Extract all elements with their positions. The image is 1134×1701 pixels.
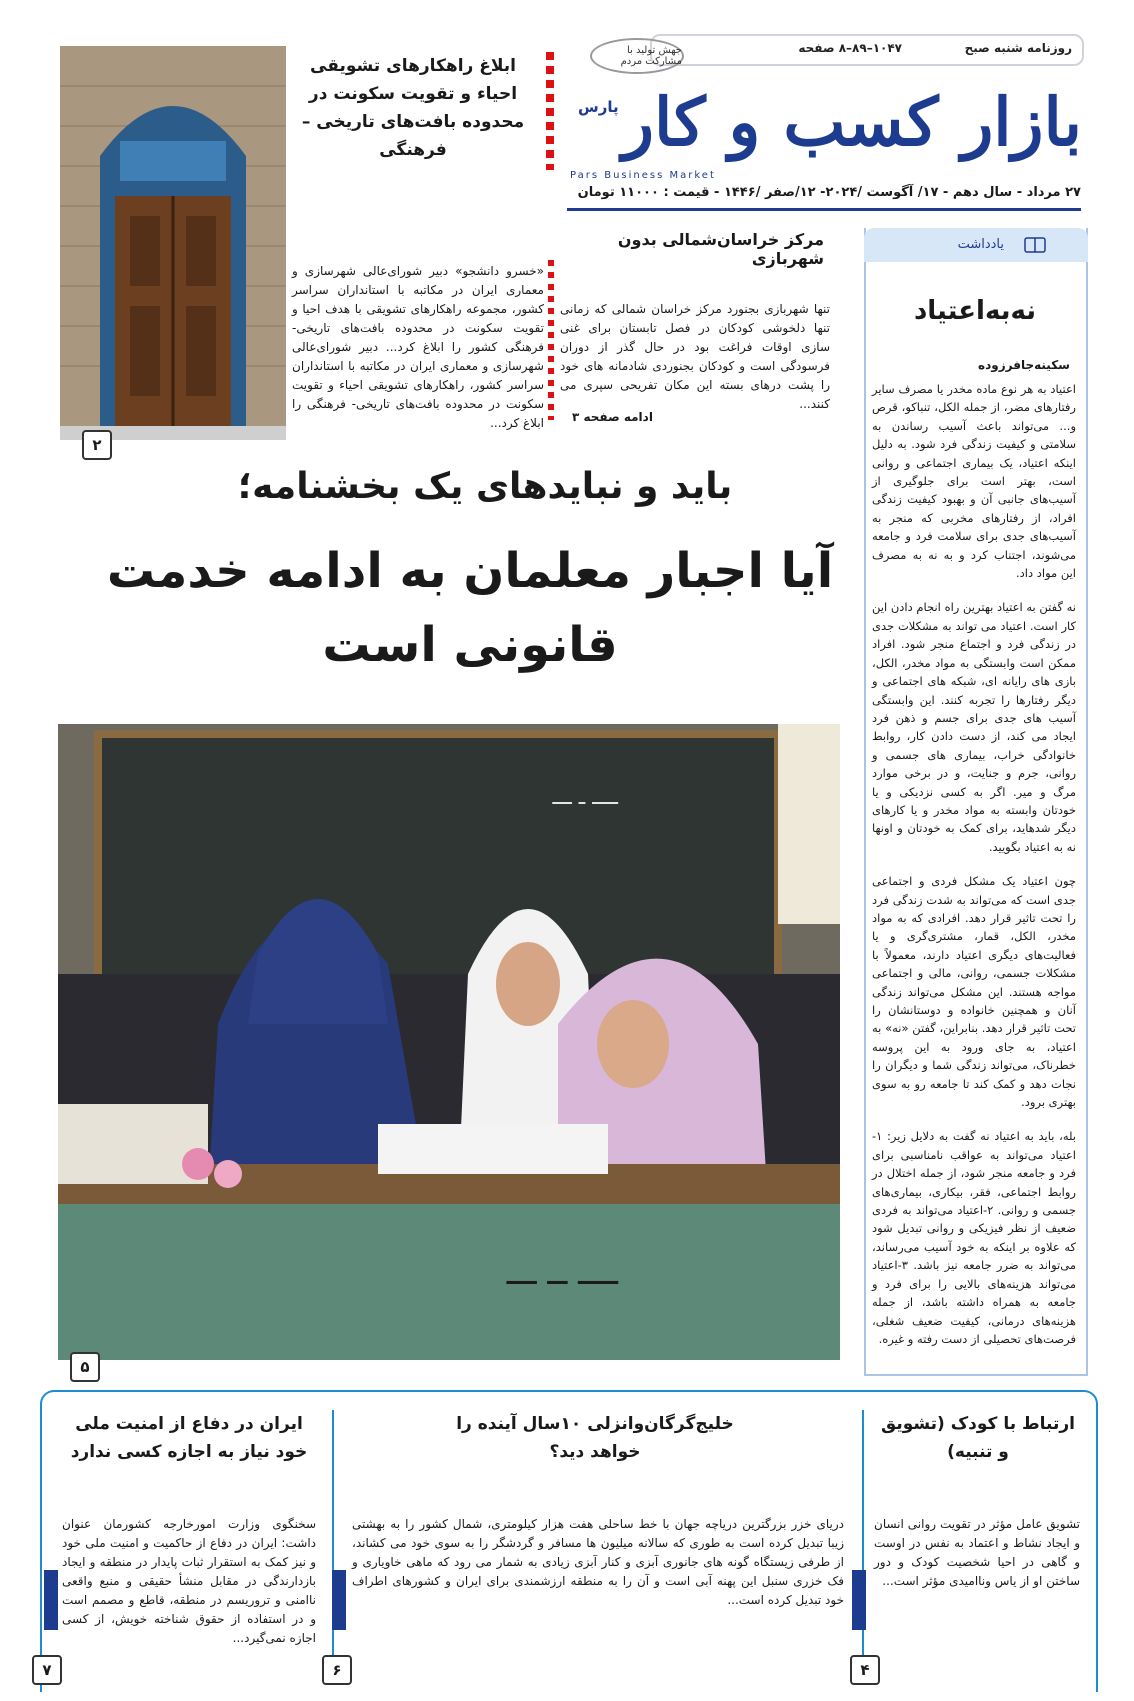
- bottom-vertical-badge: [332, 1570, 346, 1630]
- editorial-paragraph: چون اعتیاد یک مشکل فردی و اجتماعی جدی است که می‌تواند به شدت زندگی فرد را تحت تاثیر قرار دهد. افرادی که به مواد مخدر، الکل، قمار، مشتری‌گری و یا فعالیت‌های دیگری اعتیاد دارند، معمولاً با مشکلات جسمی، روانی، مالی و اجتماعی مواجه هستند. این مشکل می‌تواند زندگی آنان و همچنین خانواده و دوستانشان را تحت تاثیر قرار دهد. بنابراین، گفتن «نه» به اعتیاد، به جای ورود به این پروسه خطرناک، می‌تواند زندگی شما و دیگران را نجات دهد و کمک کند تا جامعه رو به سوی بهتری برود.: [872, 874, 1076, 1110]
- door-illustration: [60, 46, 286, 440]
- bottom-vertical-badge: [44, 1570, 58, 1630]
- bottom-story-3-body: سخنگوی وزارت امورخارجه کشورمان عنوان داشت: ایران در دفاع از حاکمیت و امنیت ملی خود و نیز کمک به استقرار ثبات پایدار در منطقه و ایجاد بازدارندگی در مقابل منشأ حقیقی و منبع واقعی ناامنی و تروریسم در منطقه، قاطع و مصمم است و در استفاده از حقوق شناخته خویش، از کسی اجازه نمی‌گیرد...: [62, 1517, 316, 1645]
- bottom-vertical-badge: [852, 1570, 866, 1630]
- masthead-info-box: [650, 34, 1084, 66]
- classroom-photo: [58, 724, 840, 1360]
- masthead-logo-en: Pars Business Market: [570, 170, 716, 181]
- editorial-author: سکینه‌جافرزوده: [978, 358, 1070, 372]
- top-left-headline[interactable]: ابلاغ راهکارهای تشویقی احیاء و تقویت سکونت در محدوده بافت‌های تاریخی – فرهنگی: [301, 56, 525, 160]
- masthead-date-line: ۲۷ مرداد - سال دهم - ۱۷/ آگوست /۲۰۲۴- ۱۲/صفر /۱۴۴۶ - قیمت : ۱۱۰۰۰ تومان: [577, 185, 1081, 200]
- top-middle-headline[interactable]: مرکز خراسان‌شمالی بدون شهربازی: [617, 230, 824, 268]
- top-left-stripe: [548, 260, 554, 420]
- editorial-paragraph: بله، باید به اعتیاد نه گفت به دلایل زیر: ۱-اعتیاد می‌تواند به عواقب نامناسبی برای فرد و جامعه منجر شود، از جمله اختلال در روابط اجتماعی، فقر، بیکاری، بیماری‌های جسمی و روانی. ۲-اعتیاد می‌تواند به فردی ضعیف از نظر فیزیکی و روانی تبدیل شود که علاوه بر اینکه به خود آسیب می‌رساند، می‌تواند به ضرر جامعه نیز باشد. ۳-اعتیاد می‌تواند هزینه‌های بالایی را برای فرد و جامعه به همراه داشته باشد، از جمله هزینه‌های درمانی، کیفیت ضعیف شغلی، فرصت‌های تحصیلی از دست رفته و غیره.: [872, 1129, 1076, 1346]
- bottom-divider: [862, 1410, 864, 1680]
- bottom-story-1-page-number: ۴: [850, 1655, 880, 1685]
- editorial-section-header: [864, 228, 1088, 262]
- bottom-story-2-headline[interactable]: خلیج‌گرگان‌وانزلی ۱۰سال آینده را خواهد دید؟: [456, 1414, 734, 1462]
- editorial-body: [872, 380, 1076, 1364]
- masthead-issue: ۱۰۴۷–۸۹–۸ صفحه: [798, 41, 902, 55]
- bottom-story-1-headline[interactable]: ارتباط با کودک (تشویق و تنبیه): [881, 1414, 1075, 1462]
- masthead-date-bar: [567, 180, 1081, 211]
- main-headline[interactable]: آیا اجبار معلمان به ادامه خدمت قانونی است: [106, 543, 834, 673]
- editorial-paragraph: نه گفتن به اعتیاد بهترین راه انجام دادن این کار است. اعتیاد می تواند به مشکلات جدی در زندگی فرد و اجتماع منجر شود. افراد ممکن است وابستگی به مواد مخدر، الکل، بازی های رایانه ای، شبکه های اجتماعی و دیگر رفتارها را تجربه کنند. این وابستگی آسیب های جدی برای جسم و ذهن فرد ایجاد می کند، از دست دادن کار، روابط خانوادگی خراب، بیماری های جسمی و روانی، جرم و جنایت، و در برخی موارد مرگ و میر. اگر به کسی نزدیکی و یا خودتان وابسته به مواد مخدر و یا کارهای دیگر شدهاید، برای کمک به خودتان و اونها نه به اعتیاد بگویید.: [872, 600, 1076, 854]
- top-left-body: «خسرو دانشجو» دبیر شورای‌عالی شهرسازی و معماری ایران در مکاتبه با استانداران سراسر کشور، مجموعه راهکارهای تشویقی با هدف احیا و تقویت سکونت در محدوده بافت‌های تاریخی-فرهنگی کشور را ابلاغ کرد... دبیر شورای‌عالی شهرسازی و معماری ایران در مکاتبه با استانداران سراسر کشور، راهکارهای تشویقی احیاء و تقویت سکونت در محدوده بافت‌های تاریخی- فرهنگی را ابلاغ کرد...: [292, 264, 544, 430]
- editorial-paragraph: اعتیاد به هر نوع ماده مخدر یا مصرف سایر رفتارهای مضر، از جمله الکل، تنباکو، قرص و... می‌تواند باعث آسیب رساندن به سلامتی و کیفیت زندگی فرد شود. به دلیل اینکه اعتیاد، یک بیماری اجتماعی و روانی است، بهتر است برای جلوگیری از آسیب‌های جانبی آن و بهبود کیفیت زندگی افراد، از رفتارهای مخربی که منجر به آسیب‌های جدی برای سلامت فرد و جامعه می‌شوند، اجتناب کرد و به نه به مصرف این مواد داد.: [872, 382, 1076, 581]
- masthead-weekday: روزنامه شنبه صبح: [964, 41, 1072, 55]
- bottom-divider: [332, 1410, 334, 1680]
- top-middle-continue-link[interactable]: ادامه صفحه ۳: [572, 410, 653, 424]
- masthead-logo: بازار کسب و کار: [622, 83, 1082, 161]
- bottom-story-1-body: تشویق عامل مؤثر در تقویت روانی انسان و ایجاد نشاط و اعتماد به نفس در اوست و گاهی در احیا شخصیت کودک و دور ساختن او از یاس وناامیدی مؤثر است...: [874, 1517, 1080, 1588]
- main-kicker: باید و نبایدهای یک بخشنامه؛: [237, 466, 733, 507]
- svg-text:ــــ ــ ـــ: ــــ ــ ـــ: [506, 1253, 618, 1293]
- bottom-story-3-page-number: ۷: [32, 1655, 62, 1685]
- main-photo-page-number: ۵: [70, 1352, 100, 1382]
- masthead-stripe: [546, 52, 554, 170]
- notebook-icon: [1024, 237, 1046, 253]
- top-left-page-number: ۲: [82, 430, 112, 460]
- bottom-story-3-headline[interactable]: ایران در دفاع از امنیت ملی خود نیاز به اجازه کسی ندارد: [70, 1414, 308, 1462]
- masthead-slogan-seal: جهش تولید با مشارکت مردم: [590, 38, 684, 74]
- top-middle-body: تنها شهربازی بجنورد مرکز خراسان شمالی که زمانی تنها دلخوشی کودکان در فصل تابستان برای غنی سازی اوقات فراغت بود در حال گذر از دوران فرسودگی است و کودکان بجنوردی شادمانه های خود را پشت درهای بسته این مکان تفریحی سپری می کنند...: [560, 302, 830, 411]
- masthead-logo-pars: پارس: [578, 98, 619, 116]
- editorial-title[interactable]: نه‌به‌اعتیاد: [913, 296, 1037, 326]
- editorial-section-label: یادداشت: [957, 237, 1004, 252]
- bottom-story-2-page-number: ۶: [322, 1655, 352, 1685]
- svg-text:ــــ ـ ـــ: ــــ ـ ـــ: [552, 785, 618, 810]
- historic-door-photo: [60, 46, 286, 440]
- classroom-illustration: [58, 724, 840, 1360]
- bottom-story-2-body: دریای خزر بزرگترین دریاچه جهان با خط ساحلی هفت هزار کیلومتری، شمال کشور را به بهشتی زیبا تبدیل کرده است به طوری که سالانه میلیون ها مسافر و گردشگر را به سوی خود می کشاند، از طرفی زیستگاه گونه های جانوری آبزی و کنار آبزی زیادی به شمار می رود که ماهی خاویاری و فک خزری سنبل این پهنه آبی است و آن را به منطقه ارزشمندی برای ایران و کشورهای اطراف خود تبدیل کرده است...: [352, 1517, 844, 1607]
